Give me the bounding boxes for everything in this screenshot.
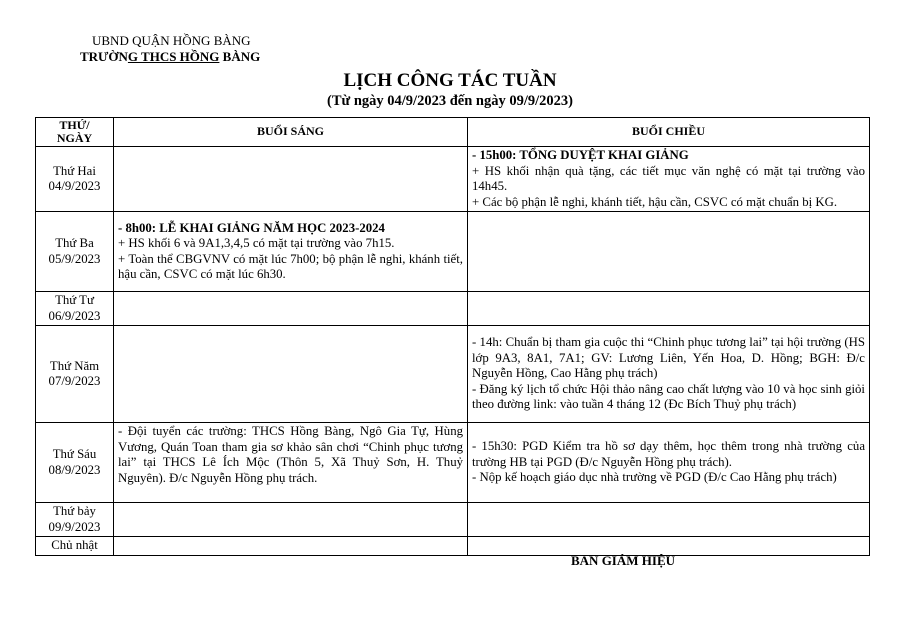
event-line: - 15h30: PGD Kiểm tra hồ sơ dạy thêm, học thêm trong nhà trường của trường HB tại PGD (Đ/c Nguyễn Hồng phụ trách). xyxy=(472,439,865,469)
day-name: Thứ Hai xyxy=(53,163,96,178)
day-cell xyxy=(36,537,114,556)
day-date: 09/9/2023 xyxy=(48,519,101,534)
day-name: Thứ Năm xyxy=(49,358,100,373)
day-date: 06/9/2023 xyxy=(48,308,101,323)
morning-cell xyxy=(114,326,468,423)
afternoon-cell xyxy=(468,503,870,537)
header-day xyxy=(36,118,114,147)
header-afternoon: BUỔI CHIỀU xyxy=(468,118,870,147)
day-name: Thứ Sáu xyxy=(52,447,97,461)
schedule-table xyxy=(35,117,870,556)
table-row xyxy=(36,537,870,556)
table-header-row xyxy=(36,118,870,147)
afternoon-cell xyxy=(468,326,870,423)
afternoon-cell xyxy=(468,147,870,212)
event-line: - Đăng ký lịch tổ chức Hội thảo nâng cao chất lượng vào 10 và học sinh giỏi theo đường link: vào tuần 4 tháng 12 (Đc Bích Thuỷ phụ trách) xyxy=(472,381,865,412)
table-row xyxy=(36,292,870,326)
day-cell xyxy=(36,503,114,537)
morning-cell xyxy=(114,537,468,556)
day-cell xyxy=(36,326,114,423)
morning-cell xyxy=(114,423,468,503)
table-row xyxy=(36,212,870,292)
table-row xyxy=(36,503,870,537)
day-date: 07/9/2023 xyxy=(48,374,101,388)
afternoon-cell xyxy=(468,292,870,326)
event-line: - Đội tuyển các trường: THCS Hồng Bàng, Ngô Gia Tự, Hùng Vương, Quán Toan tham gia sơ khảo sân chơi “Chinh phục tương lai” tại THCS Lê Ích Mộc (Thôn 5, Xã Thuỷ Sơn, H. Thuỷ Nguyên). Đ/c Nguyễn Hồng phụ trách. xyxy=(118,424,463,485)
morning-cell xyxy=(114,503,468,537)
header-morning: BUỔI SÁNG xyxy=(114,118,468,147)
event-heading: - 8h00: LỄ KHAI GIẢNG NĂM HỌC 2023-2024 xyxy=(118,220,385,235)
day-cell xyxy=(36,423,114,503)
day-name: Chủ nhật xyxy=(51,538,98,552)
day-name: Thứ Ba xyxy=(55,236,94,250)
table-row xyxy=(36,423,870,503)
event-line: + Toàn thể CBGVNV có mặt lúc 7h00; bộ phận lễ nghi, khánh tiết, hậu cần, CSVC có mặt lúc 6h30. xyxy=(118,251,463,281)
document-title: LỊCH CÔNG TÁC TUẦN xyxy=(343,70,557,91)
event-line: - 14h: Chuẩn bị tham gia cuộc thi “Chinh phục tương lai” tại hội trường (HS lớp 9A3, 8A1, 7A1; GV: Lương Liên, Yến Hoa, D. Hồng; BGH: Đ/c Nguyễn Hồng, Cao Hằng phụ trách) xyxy=(472,335,865,381)
school-name-prefix: TRƯỜN xyxy=(80,49,128,64)
signature-label: BAN GIÁM HIỆU xyxy=(571,553,676,568)
table-row xyxy=(36,326,870,423)
event-line: - Nộp kế hoạch giáo dục nhà trường về PGD (Đ/c Cao Hằng phụ trách) xyxy=(472,470,837,485)
day-date: 04/9/2023 xyxy=(48,179,101,193)
day-cell xyxy=(36,292,114,326)
day-date: 05/9/2023 xyxy=(48,251,101,266)
day-name: Thứ Tư xyxy=(55,293,94,307)
day-cell xyxy=(36,147,114,212)
afternoon-cell xyxy=(468,423,870,503)
table-row xyxy=(36,147,870,212)
day-cell xyxy=(36,212,114,292)
event-line: + Các bộ phận lễ nghi, khánh tiết, hậu cần, CSVC có mặt chuẩn bị KG. xyxy=(472,194,838,209)
event-heading: - 15h00: TỔNG DUYỆT KHAI GIẢNG xyxy=(472,148,689,162)
event-line: + HS khối nhận quà tặng, các tiết mục văn nghệ có mặt tại trường vào 14h45. xyxy=(472,163,865,193)
school-name-underlined: G THCS HỒNG xyxy=(127,49,220,64)
school-name xyxy=(80,49,260,65)
morning-cell xyxy=(114,292,468,326)
morning-cell xyxy=(114,212,468,292)
morning-cell xyxy=(114,147,468,212)
event-line: + HS khối 6 và 9A1,3,4,5 có mặt tại trường vào 7h15. xyxy=(118,236,395,250)
day-date: 08/9/2023 xyxy=(48,462,101,477)
document-subtitle: (Từ ngày 04/9/2023 đến ngày 09/9/2023) xyxy=(327,93,573,109)
organization-name: UBND QUẬN HỒNG BÀNG xyxy=(92,33,251,48)
afternoon-cell xyxy=(468,212,870,292)
header-day-line1: THỨ/ xyxy=(59,118,90,132)
header-day-line2: NGÀY xyxy=(56,131,93,145)
school-name-suffix: BÀNG xyxy=(219,49,261,64)
day-name: Thứ bảy xyxy=(53,504,96,518)
